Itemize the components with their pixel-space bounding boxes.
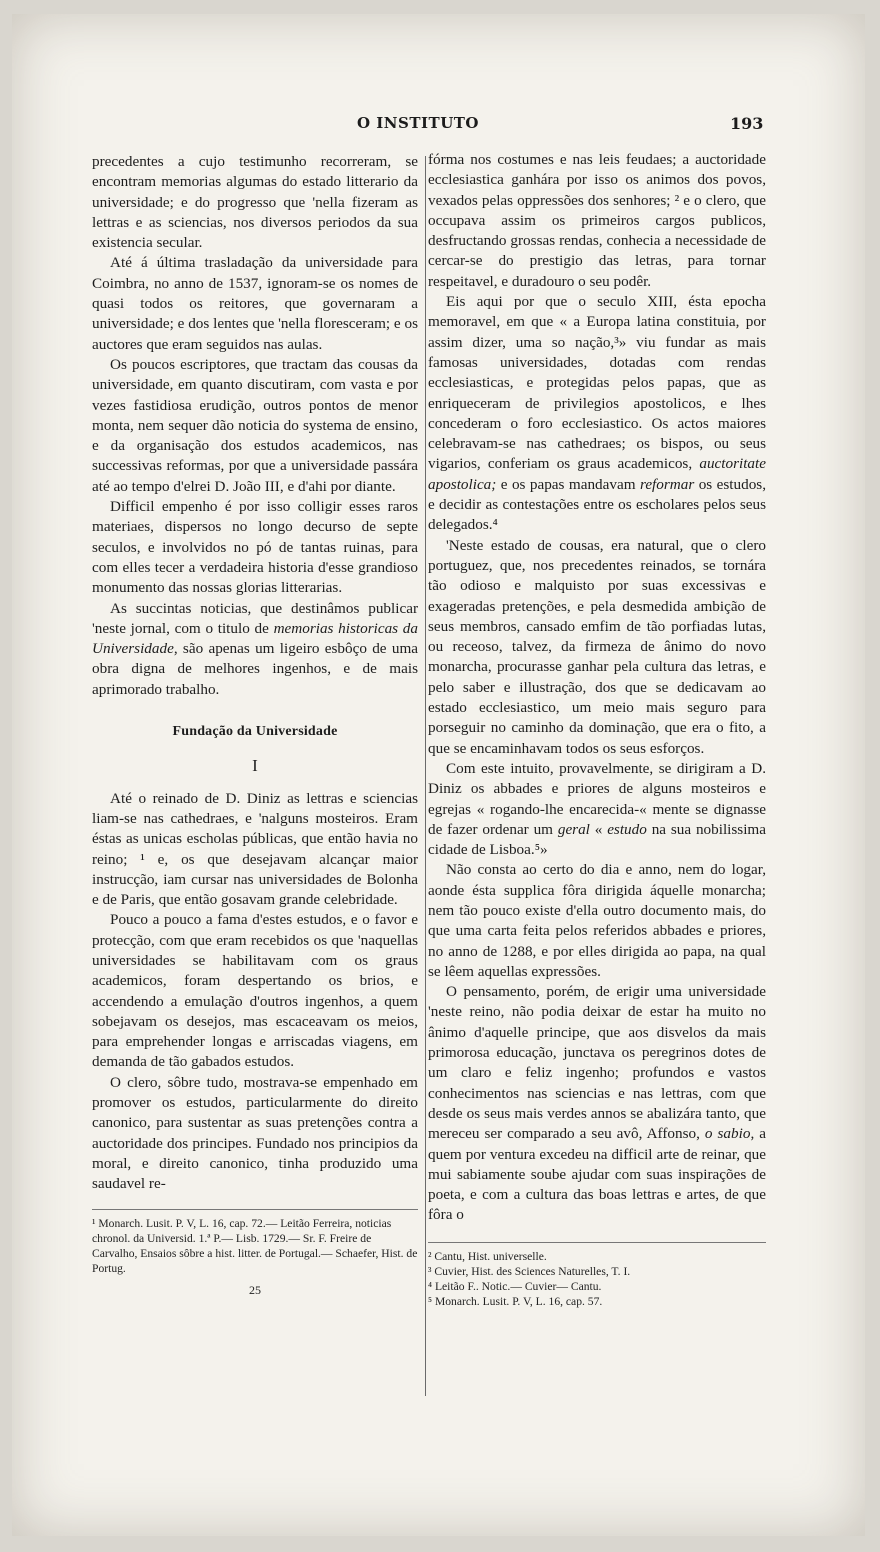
page-header: [12, 114, 865, 136]
paragraph: [428, 292, 766, 536]
footnote: ³ Cuvier, Hist. des Sciences Naturelles, T. I.: [428, 1264, 631, 1278]
footnote: ² Cantu, Hist. universelle.: [428, 1249, 547, 1263]
book-page: [12, 14, 865, 1536]
paragraph-text: na sua nobilissima cidade de Lisboa.⁵»: [428, 820, 766, 859]
italic-phrase: auctoritate apostolica;: [428, 455, 766, 493]
paragraph: O clero, sôbre tudo, mostrava-se empenhado em promover os estudos, particularmente do direito canonico, para sustentar as suas pretenções contra a auctoridade dos principes. Fundado nos principios da moral, e direito canonico, tinha produzido uma saudavel re-: [92, 1073, 418, 1193]
footnote: ⁴ Leitão F.. Notic.— Cuvier— Cantu.: [428, 1279, 602, 1293]
paragraph: Os poucos escriptores, que tractam das cousas da universidade, em quanto discutiram, com vasta e por vezes fastidiosa erudição, outros pontos de menor monta, nem sequer dão noticia do systema de ensino, e da organisação dos estudos academicos, nas successivas reformas, por que a universidade passára até ao tempo d'elrei D. João III, e d'ahi por diante.: [92, 355, 418, 495]
paragraph: Até á última trasladação da universidade para Coimbra, no anno de 1537, ignoram-se os nomes de quasi todos os reitores, que governaram a universidade; e dos lentes que 'nella floresceram; e os auctores que eram seguidos nas aulas.: [92, 254, 418, 353]
paragraph-text: , a quem por ventura excedeu na difficil arte de reinar, que mui sabiamente soube ajudar com suas inspirações de poeta, e com a cultura das boas lettras e artes, de que fôra o: [428, 1125, 766, 1224]
paragraph: [92, 599, 418, 700]
page-number: 193: [730, 114, 764, 133]
paragraph: Pouco a pouco a fama d'estes estudos, e o favor e protecção, com que eram recebidos os que 'naquellas universidades se habilitavam com os graus academicos, foram despertando os brios, e accendendo a emulação d'outros ingenhos, a quem sobejavam os desejos, mas escaceavam os meios, para emprehender longas e arriscadas viagens, em demanda de tão gabados estudos.: [92, 911, 418, 1071]
left-column: [92, 152, 418, 1300]
paragraph: precedentes a cujo testimunho recorreram, se encontram memorias algumas do estado litterario da universidade; e do progresso que 'nella fizeram as lettras e as sciencias, nos diversos periodos da sua existencia secular.: [92, 153, 418, 252]
paragraph-text: , são apenas um ligeiro esbôço de uma obra digna de melhores ingenhos, e de mais aprimorado trabalho.: [92, 640, 418, 698]
section-title: Fundação da Universidade: [172, 724, 338, 740]
running-title: O INSTITUTO: [357, 114, 479, 132]
signature-mark: 25: [249, 1282, 261, 1297]
paragraph-text: Eis aqui por que o seculo XIII, ésta epocha memoravel, em que « a Europa latina constituia, por assim dizer, uma so nação,³» viu fundar as mais famosas universidades, dotadas com rendas ecclesiasticas, e protegidas pelos papas, que as enriqueceram de privilegios apostolicos, e lhes concederam o foro ecclesiastico. Os actos maiores celebravam-se nas cathedraes; os bispos, ou seus vigarios, conferiam os graus academicos,: [428, 293, 766, 473]
footnote-divider: [92, 1209, 418, 1210]
paragraph: [428, 982, 766, 1226]
paragraph: fórma nos costumes e nas leis feudaes; a auctoridade ecclesiastica ganhára por isso os animos dos povos, vexados pelas oppressões dos senhores; ² e o clero, que occupava assim os primeiros cargos publicos, desfructando grossas rendas, conhecia a necessidade de cercar-se do prestigio das letras, para tornar respeitavel, e duradouro o seu podêr.: [428, 151, 766, 290]
italic-phrase: geral: [557, 820, 590, 838]
paragraph: 'Neste estado de cousas, era natural, que o clero portuguez, que, nos precedentes reinados, se tornára tão odioso e malquisto por suas excessivas e exageradas pretenções, e pela desmedida ambição de seus membros, cansado emfim de tão porfiadas lutas, ou receoso, talvez, da firmeza de ânimo do novo monarcha, procurasse ganhar pela cultura das letras, e pelo saber e illustração, dos que se dedicavam ao estado ecclesiastico, um meio mais seguro para porseguir no caminho da dominação, que era o fito, a que se encaminhavam todos os seus esforços.: [428, 536, 766, 757]
right-column: [428, 150, 766, 1309]
footnote: ¹ Monarch. Lusit. P. V, L. 16, cap. 72.— Leitão Ferreira, noticias chronol. da Universid. 1.ª P.— Lisb. 1729.— Sr. F. Freire de Carvalho, Ensaios sôbre a hist. litter. de Portugal.— Schaefer, Hist. de Portug.: [92, 1216, 418, 1275]
paragraph-text: Com este intuito, provavelmente, se dirigiram a D. Diniz os abbades e priores de alguns mosteiros e egrejas « rogando-lhe encarecida-« mente se dignasse de fazer ordenar um: [428, 759, 766, 838]
paragraph-text: e os papas mandavam: [496, 475, 640, 493]
italic-title: memorias historicas da Universidade: [92, 619, 418, 658]
paragraph: Difficil empenho é por isso colligir esses raros materiaes, dispersos no longo decurso de septe seculos, e involvidos no pó de tantas ruinas, para com elles tecer a verdadeira historia d'esse grandioso monumento das nossas glorias litterarias.: [92, 498, 418, 597]
paragraph: Não consta ao certo do dia e anno, nem do logar, aonde ésta supplica fôra dirigida áquelle monarcha; nem tão pouco existe d'ella outro documento mais, do que uma carta feita pelos referidos abbades e priores, no anno de 1288, e por elles dirigida ao papa, na qual se lêem aquellas expressões.: [428, 861, 766, 980]
footnote-divider: [428, 1242, 766, 1243]
paragraph-text: As succintas noticias, que destinâmos publicar 'neste jornal, com o titulo de: [92, 599, 418, 637]
paragraph-text: os estudos, e decidir as contestações entre os escholares pelos seus delegados.⁴: [428, 475, 766, 534]
paragraph-text: «: [589, 820, 608, 838]
paragraph-text: O pensamento, porém, de erigir uma universidade 'neste reino, não podia deixar de estar ha muito no ânimo d'aquelle principe, que aos disvelos da mais primorosa educação, junctava os peregrinos dotes de um claro e feliz ingenho; profundos e vastos conhecimentos nas sciencias e nas lettras, com que desde os seus mais verdes annos se abalizára tanto, que mereceu ser comparado a seu avô, Affonso,: [428, 983, 766, 1143]
footnote: ⁵ Monarch. Lusit. P. V, L. 16, cap. 57.: [428, 1294, 603, 1308]
italic-phrase: reformar: [639, 475, 695, 493]
italic-phrase: o sabio: [704, 1125, 751, 1143]
paragraph: [428, 759, 766, 860]
paragraph: Até o reinado de D. Diniz as lettras e sciencias liam-se nas cathedraes, e 'nalguns mosteiros. Eram éstas as unicas escholas públicas, que então havia no reino; ¹ e, os que desejavam alcançar maior instrucção, iam cursar nas universidades de Bolonha e de Paris, que então gosavam grande celebridade.: [92, 789, 418, 909]
section-number: I: [252, 756, 258, 776]
column-divider: [425, 156, 426, 1396]
italic-phrase: estudo: [607, 820, 647, 838]
